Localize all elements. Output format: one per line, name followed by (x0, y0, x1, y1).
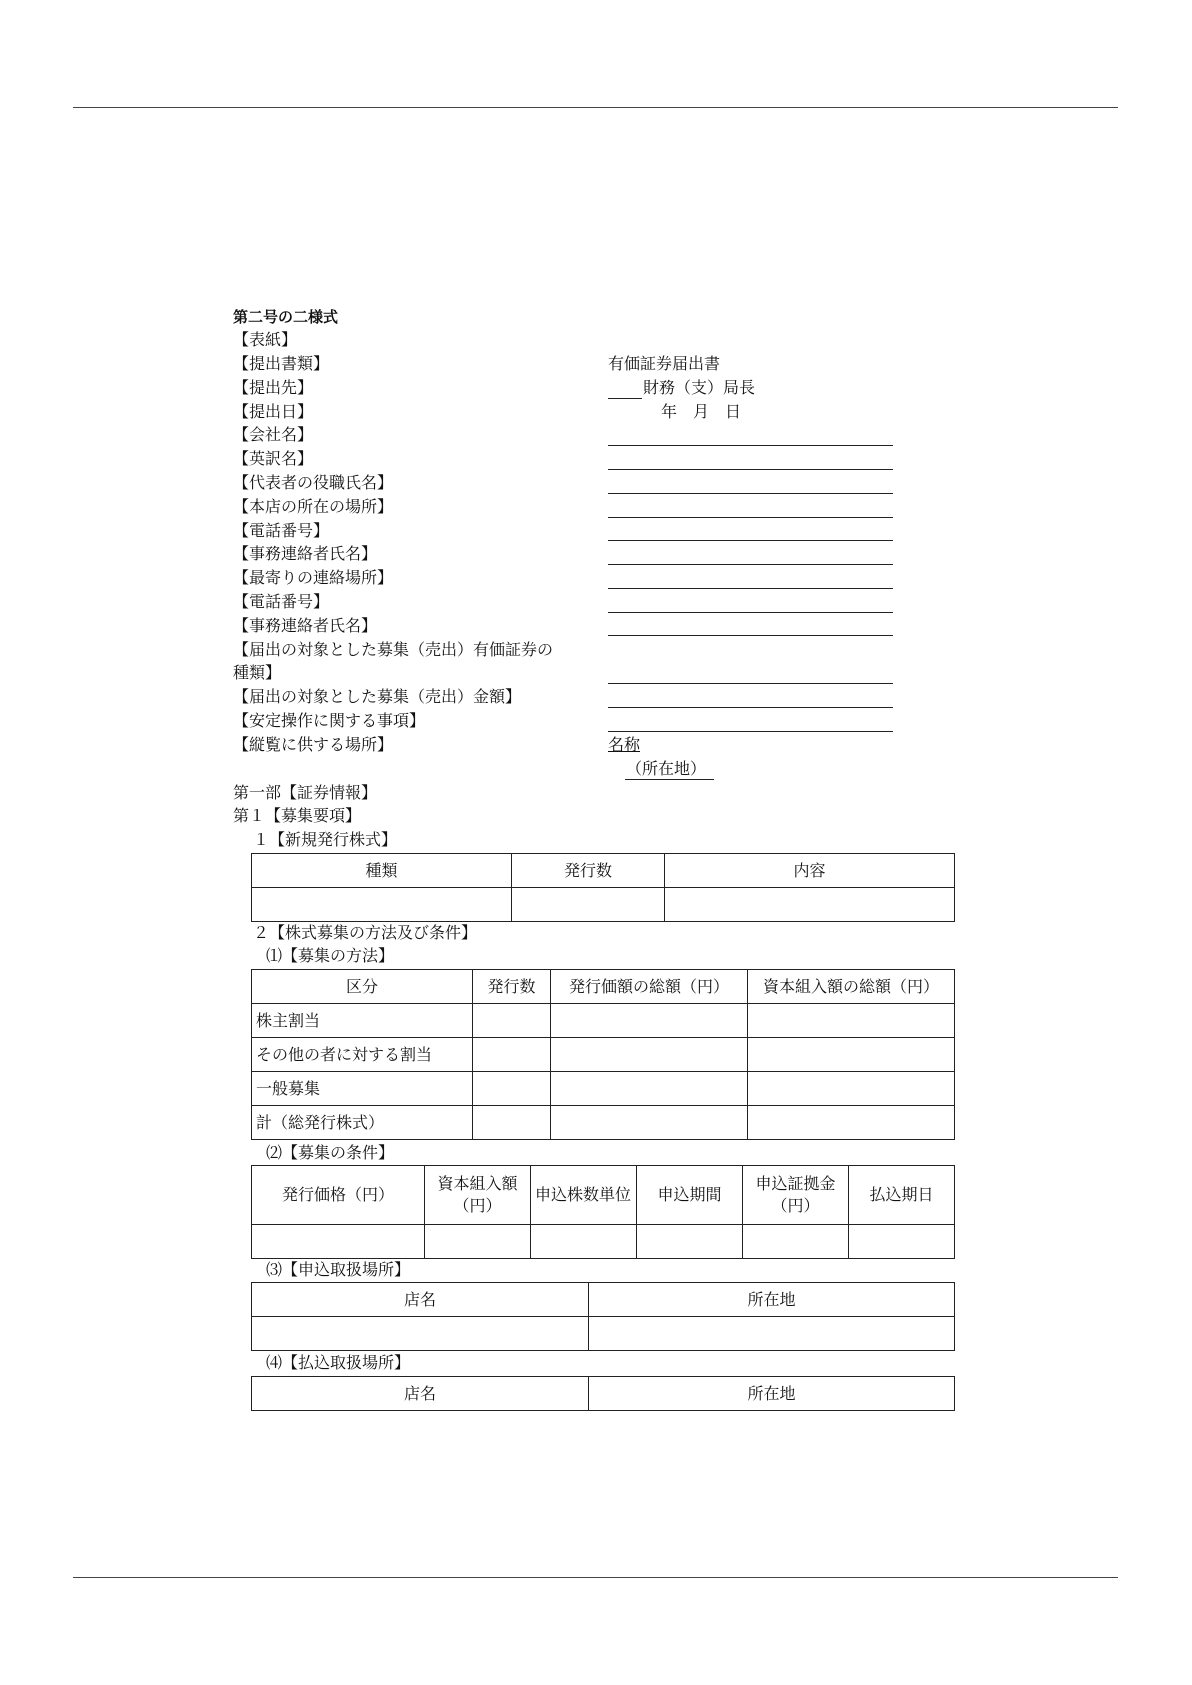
new-shares-table (251, 853, 955, 922)
col-header-store-name: 店名 (252, 1377, 589, 1411)
english-name-line (608, 469, 893, 470)
sub2-heading: ⑵【募集の条件】 (266, 1143, 395, 1162)
table-cell (473, 1004, 551, 1038)
sub1-heading: ⑴【募集の方法】 (266, 946, 395, 965)
table-cell (425, 1225, 531, 1259)
table-cell (551, 1038, 748, 1072)
table-cell (637, 1225, 743, 1259)
application-place-table (251, 1282, 955, 1351)
contact-person-2-line (608, 635, 893, 636)
cover-label-offering-amount: 【届出の対象とした募集（売出）金額】 (233, 687, 522, 706)
row-label-shareholder-allotment: 株主割当 (252, 1004, 473, 1038)
table-cell (748, 1072, 955, 1106)
payment-place-table (251, 1376, 955, 1411)
item2-heading: ２【株式募集の方法及び条件】 (253, 923, 478, 942)
cover-label-inspection-place: 【縦覧に供する場所】 (233, 735, 394, 754)
table-cell (551, 1004, 748, 1038)
offering-amount-line (608, 707, 893, 708)
cover-label-phone: 【電話番号】 (233, 521, 330, 540)
representative-line (608, 493, 893, 494)
col-header-issue-count: 発行数 (512, 854, 665, 888)
table-cell (252, 888, 512, 922)
table-cell (473, 1106, 551, 1140)
cover-label-company-name: 【会社名】 (233, 425, 314, 444)
col-header-category: 区分 (252, 970, 473, 1004)
table-cell (849, 1225, 955, 1259)
col-header-application-period: 申込期間 (637, 1166, 743, 1225)
col-header-total-capital: 資本組入額の総額（円） (748, 970, 955, 1004)
cover-label-head-office: 【本店の所在の場所】 (233, 497, 394, 516)
col-header-capital-per-share: 資本組入額（円） (425, 1166, 531, 1225)
cover-value-location: （所在地） (626, 759, 707, 778)
cover-value-inspection-name: 名称 (608, 735, 641, 754)
table-cell (665, 888, 955, 922)
head-office-line (608, 517, 893, 518)
table-cell (748, 1038, 955, 1072)
col-header-content: 内容 (665, 854, 955, 888)
table-cell (743, 1225, 849, 1259)
cover-label-securities-type: 【届出の対象とした募集（売出）有価証券の (233, 640, 554, 659)
col-header-store-name: 店名 (252, 1283, 589, 1317)
cover-label-nearest-contact: 【最寄りの連絡場所】 (233, 568, 394, 587)
company-name-line (608, 445, 893, 446)
phone-line (608, 540, 893, 541)
table-cell (512, 888, 665, 922)
cover-label-stabilization: 【安定操作に関する事項】 (233, 711, 426, 730)
col-header-deposit: 申込証拠金（円） (743, 1166, 849, 1225)
col-header-application-unit: 申込株数単位 (531, 1166, 637, 1225)
stabilization-line (608, 731, 893, 732)
col-header-total-issue-price: 発行価額の総額（円） (551, 970, 748, 1004)
sub4-heading: ⑷【払込取扱場所】 (266, 1353, 411, 1372)
table-cell (589, 1317, 955, 1351)
cover-label-phone-2: 【電話番号】 (233, 592, 330, 611)
top-rule (73, 107, 1118, 108)
sub3-heading: ⑶【申込取扱場所】 (266, 1260, 411, 1279)
table-cell (531, 1225, 637, 1259)
table-cell (473, 1038, 551, 1072)
cover-label-submit-to: 【提出先】 (233, 378, 314, 397)
table-cell (748, 1004, 955, 1038)
col-header-type: 種類 (252, 854, 512, 888)
submit-to-blank-line (608, 398, 642, 399)
cover-value-submit-to: 財務（支）局長 (643, 378, 756, 397)
table-cell (551, 1072, 748, 1106)
offering-terms-table (251, 1165, 955, 1259)
table-cell (551, 1106, 748, 1140)
cover-label-english-name: 【英訳名】 (233, 449, 314, 468)
col-header-payment-date: 払込期日 (849, 1166, 955, 1225)
cover-label-contact-person-2: 【事務連絡者氏名】 (233, 616, 378, 635)
offering-method-table (251, 969, 955, 1140)
cover-heading: 【表紙】 (233, 330, 298, 349)
part1-heading: 第一部【証券情報】 (233, 783, 378, 802)
col-header-location: 所在地 (589, 1283, 955, 1317)
table-cell (252, 1225, 425, 1259)
bottom-rule (73, 1577, 1118, 1578)
nearest-contact-line (608, 588, 893, 589)
table-cell (473, 1072, 551, 1106)
item1-heading: １【新規発行株式】 (253, 830, 398, 849)
row-label-third-party-allotment: その他の者に対する割当 (252, 1038, 473, 1072)
table-cell (748, 1106, 955, 1140)
cover-label-submit-date: 【提出日】 (233, 402, 314, 421)
location-underline (625, 779, 714, 780)
cover-label-contact-person: 【事務連絡者氏名】 (233, 544, 378, 563)
cover-label-securities-type-cont: 種類】 (233, 663, 282, 682)
row-label-public-offering: 一般募集 (252, 1072, 473, 1106)
col-header-issue-price: 発行価格（円） (252, 1166, 425, 1225)
cover-value-submit-date: 年 月 日 (661, 402, 742, 421)
row-label-total: 計（総発行株式） (252, 1106, 473, 1140)
table-cell (252, 1317, 589, 1351)
col-header-issue-count: 発行数 (473, 970, 551, 1004)
cover-value-submission-doc: 有価証券届出書 (608, 354, 721, 373)
cover-label-representative: 【代表者の役職氏名】 (233, 473, 394, 492)
section1-heading: 第１【募集要項】 (233, 806, 362, 825)
securities-type-line (608, 683, 893, 684)
col-header-location: 所在地 (589, 1377, 955, 1411)
contact-person-line (608, 564, 893, 565)
phone-2-line (608, 612, 893, 613)
cover-label-submission-doc: 【提出書類】 (233, 354, 330, 373)
form-title: 第二号の二様式 (233, 308, 339, 326)
